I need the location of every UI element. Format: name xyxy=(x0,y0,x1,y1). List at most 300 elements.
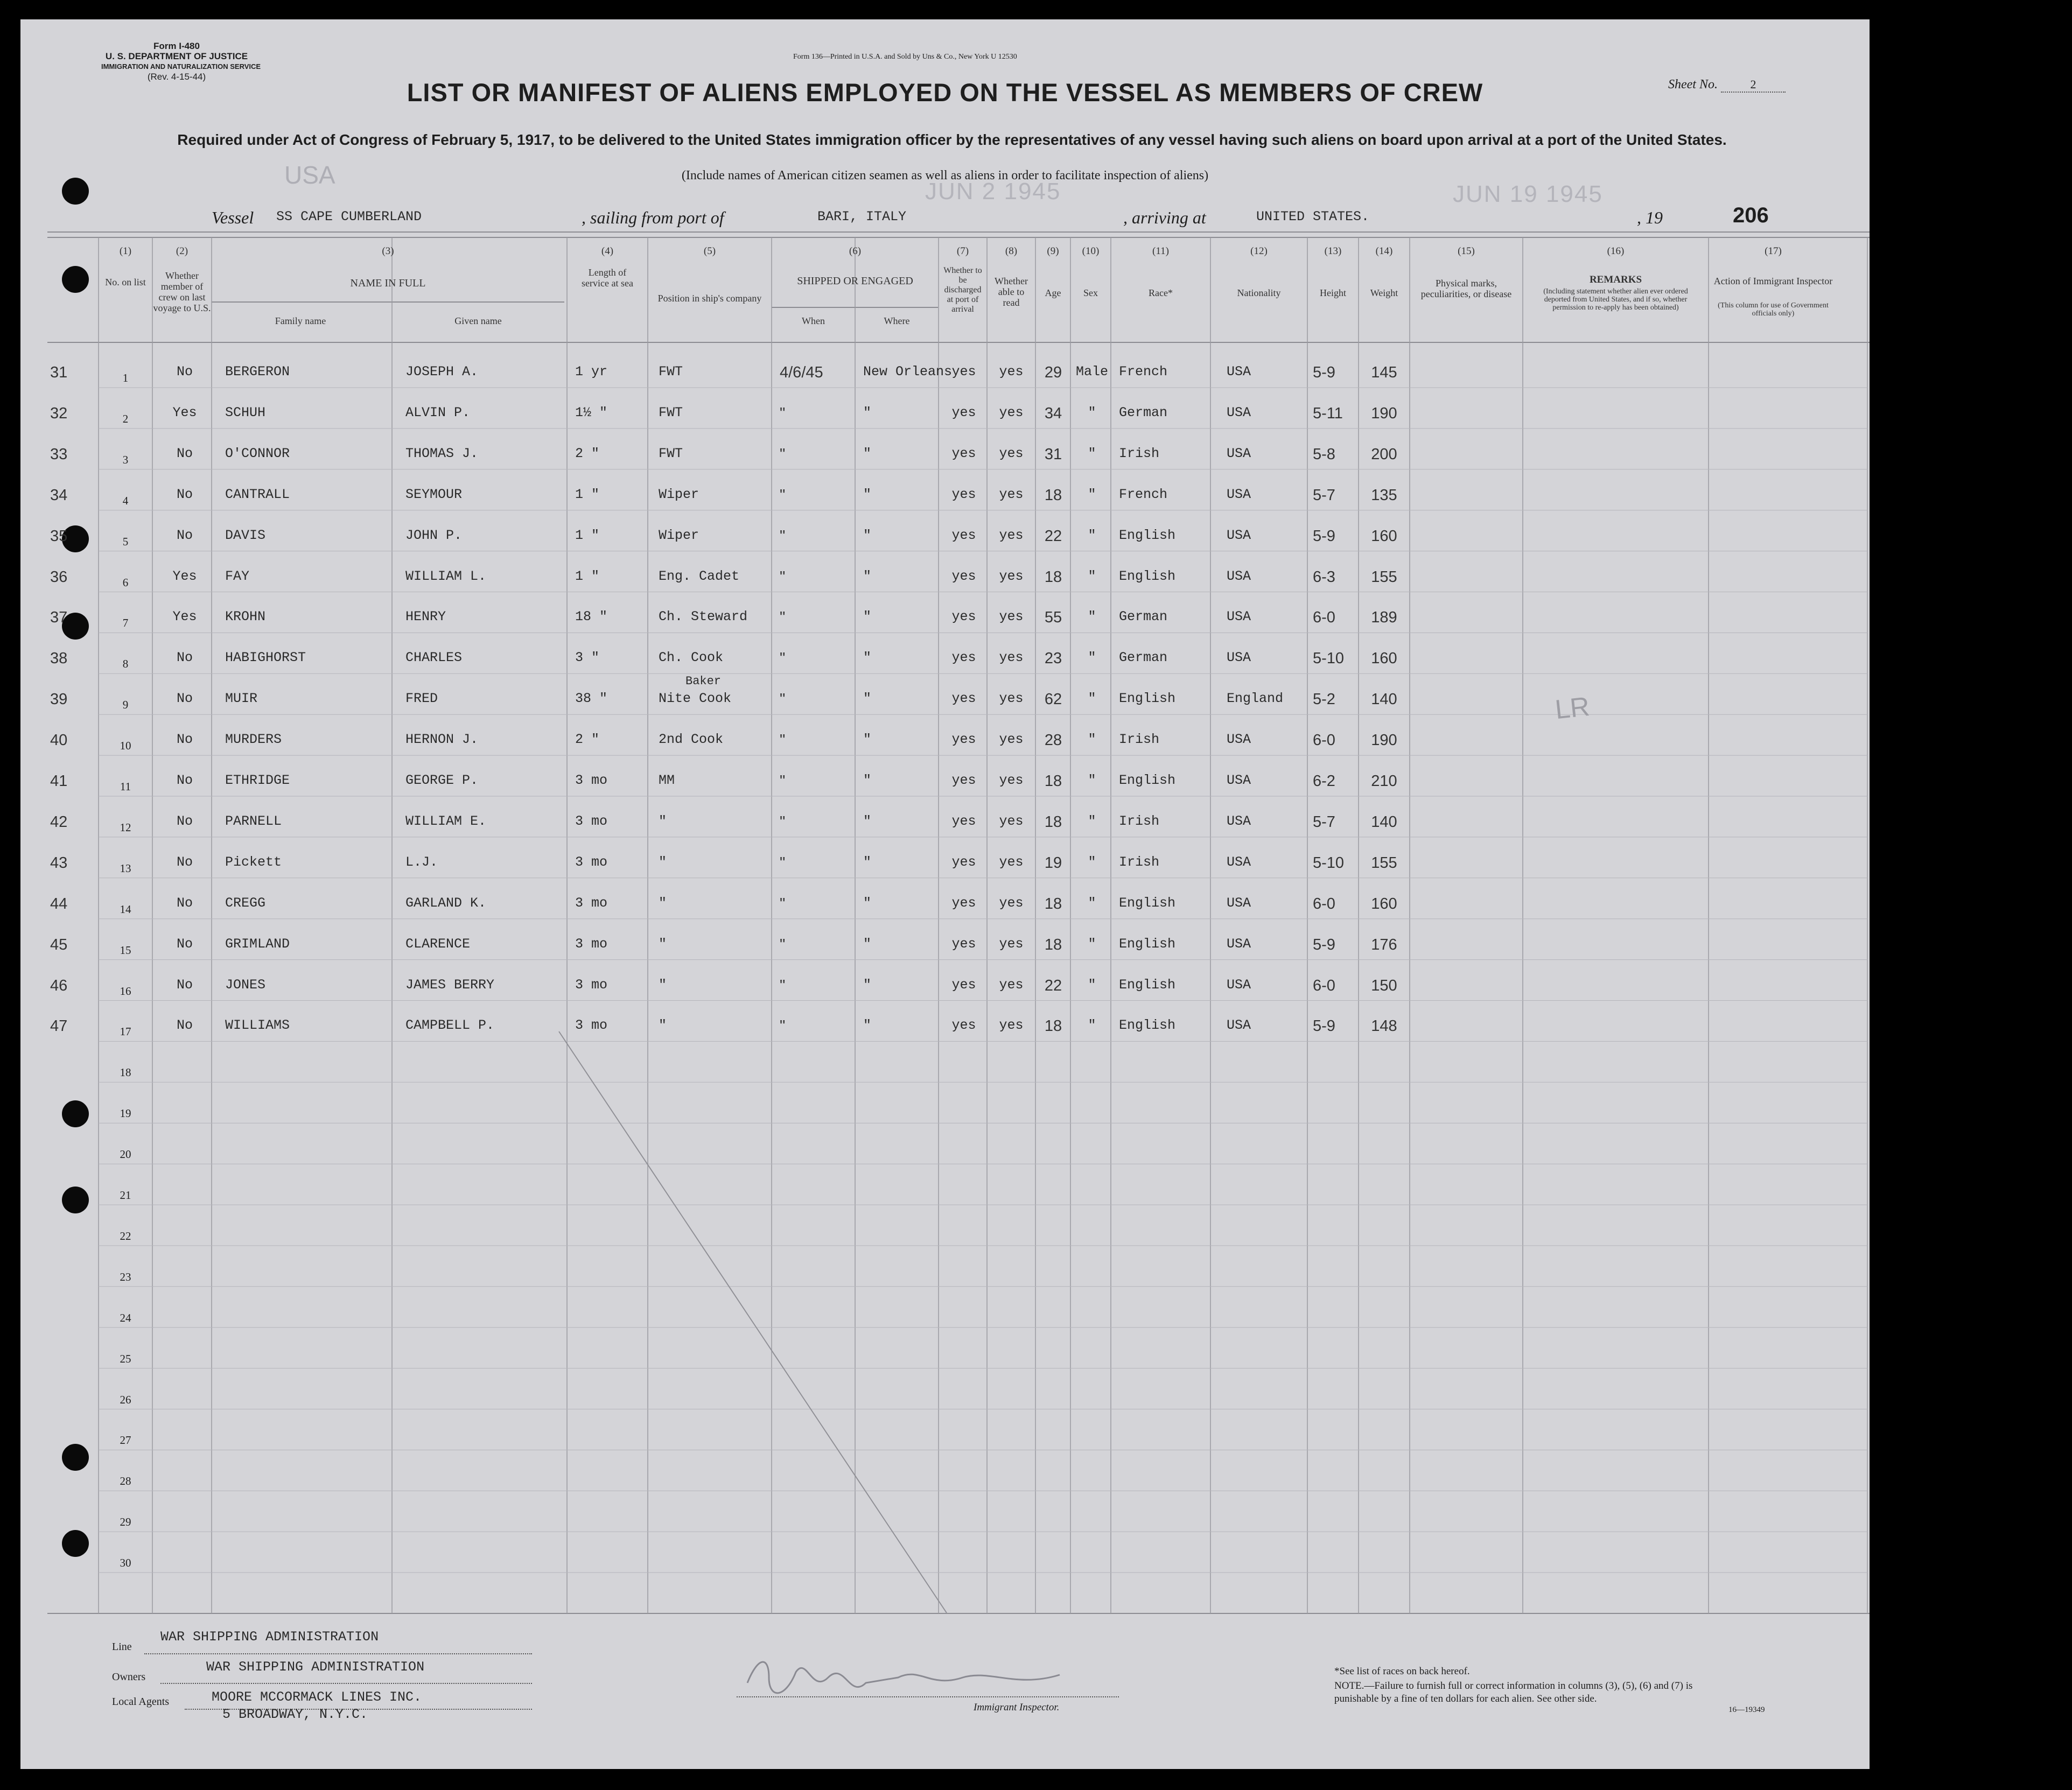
cell-age: 62 xyxy=(1044,691,1062,708)
cell-when: 4/6/45 xyxy=(780,364,823,381)
row-number: 26 xyxy=(120,1393,131,1406)
row-number: 9 xyxy=(122,698,129,712)
cell-nat: USA xyxy=(1227,854,1251,870)
cell-weight: 189 xyxy=(1371,609,1397,627)
cell-height: 5-9 xyxy=(1313,936,1335,953)
cell-position: FWT xyxy=(659,364,683,380)
cell-sex: " xyxy=(1088,732,1096,748)
cell-height: 5-8 xyxy=(1313,445,1335,463)
cell-age: 22 xyxy=(1044,977,1062,994)
row-number: 16 xyxy=(120,984,131,998)
cell-position: " xyxy=(659,895,667,911)
row-number: 29 xyxy=(120,1515,131,1529)
cell-discharge: yes xyxy=(951,1017,976,1034)
cell-nat: USA xyxy=(1227,650,1251,666)
cell-service: 3 mo xyxy=(575,1017,608,1034)
col16-number: (16) xyxy=(1607,245,1625,257)
col16-header: REMARKS xyxy=(1589,274,1642,285)
cell-weight: 135 xyxy=(1371,486,1397,504)
family-name-header: Family name xyxy=(275,315,326,326)
cell-height: 5-2 xyxy=(1313,691,1335,708)
cell-when: " xyxy=(780,527,786,545)
printer-line: Form 136—Printed in U.S.A. and Sold by Uns & Co., New York U 12530 xyxy=(793,53,1017,61)
col10-number: (10) xyxy=(1082,245,1100,257)
cell-height: 5-9 xyxy=(1313,1017,1335,1035)
cell-age: 19 xyxy=(1044,854,1062,872)
cell-read: yes xyxy=(999,732,1024,748)
cell-given: JAMES BERRY xyxy=(405,977,495,993)
col14-header: Weight xyxy=(1370,287,1398,298)
cell-discharge: yes xyxy=(951,691,976,707)
cell-read: yes xyxy=(999,404,1024,420)
cell-sex: " xyxy=(1088,977,1096,993)
cell-position: FWT xyxy=(659,404,683,420)
cell-given: WILLIAM E. xyxy=(405,813,487,829)
cell-position: Ch. Steward xyxy=(659,609,748,625)
cell-service: 3 mo xyxy=(575,895,608,911)
cell-read: yes xyxy=(999,773,1024,788)
cell-family: JONES xyxy=(225,977,266,993)
cell-crew: Yes xyxy=(172,404,197,420)
cell-discharge: yes xyxy=(951,404,976,420)
cell-family: O'CONNOR xyxy=(225,445,290,461)
instruction-note: (Include names of American citizen seamen as well as aliens in order to facilitate inspection of aliens) xyxy=(681,169,1209,182)
sailing-label: , sailing from port of xyxy=(582,208,724,227)
date-stamp: JUN 2 1945 xyxy=(925,178,1061,205)
cell-height: 5-7 xyxy=(1313,486,1335,504)
cell-crew: Yes xyxy=(172,609,197,625)
cell-when: " xyxy=(780,691,786,708)
cell-nat: USA xyxy=(1227,609,1251,625)
row-number: 8 xyxy=(122,657,129,671)
cell-weight: 155 xyxy=(1371,568,1397,586)
cell-sex: " xyxy=(1088,854,1096,870)
row-number: 19 xyxy=(120,1107,131,1120)
cell-service: 1½ " xyxy=(575,404,608,420)
col6-header: SHIPPED OR ENGAGED xyxy=(797,275,913,287)
cell-sex: " xyxy=(1088,936,1096,952)
cell-when: " xyxy=(780,773,786,790)
row-number: 27 xyxy=(120,1434,131,1447)
cell-crew: Yes xyxy=(172,568,197,584)
cell-age: 31 xyxy=(1044,445,1062,463)
cell-when: " xyxy=(780,977,786,994)
cell-family: CANTRALL xyxy=(225,486,290,502)
row-number: 17 xyxy=(120,1025,131,1038)
cell-position: " xyxy=(659,1017,667,1034)
cell-sex: Male xyxy=(1075,364,1108,380)
col3-header: NAME IN FULL xyxy=(350,277,426,289)
cell-race: Irish xyxy=(1119,732,1160,748)
cell-family: FAY xyxy=(225,568,250,584)
cell-age: 55 xyxy=(1044,609,1062,627)
cell-given: HENRY xyxy=(405,609,446,625)
cell-position: " xyxy=(659,936,667,952)
owners-value: WAR SHIPPING ADMINISTRATION xyxy=(206,1659,425,1675)
cell-nat: USA xyxy=(1227,1017,1251,1034)
col7-header: Whether to be discharged at port of arrival xyxy=(943,266,982,314)
col10-header: Sex xyxy=(1083,287,1098,298)
agents-line2: 5 BROADWAY, N.Y.C. xyxy=(222,1707,368,1722)
cell-race: English xyxy=(1119,936,1176,952)
cell-crew: No xyxy=(176,773,193,788)
cell-height: 6-0 xyxy=(1313,732,1335,749)
cell-crew: No xyxy=(176,650,193,666)
cell-sex: " xyxy=(1088,568,1096,584)
sheet-line-number: 31 xyxy=(50,364,68,381)
sheet-line-number: 42 xyxy=(50,813,68,831)
inspector-label: Immigrant Inspector. xyxy=(974,1702,1060,1713)
cell-where: " xyxy=(863,445,872,461)
cell-crew: No xyxy=(176,895,193,911)
cell-crew: No xyxy=(176,486,193,502)
cell-age: 18 xyxy=(1044,1017,1062,1035)
cell-read: yes xyxy=(999,895,1024,911)
cell-where: " xyxy=(863,977,872,993)
cell-position: " xyxy=(659,977,667,993)
sheet-label: Sheet No. 2 xyxy=(1668,78,1786,93)
form-code: 16—19349 xyxy=(1728,1705,1765,1714)
col2-number: (2) xyxy=(176,245,188,257)
cell-when: " xyxy=(780,895,786,912)
row-number: 22 xyxy=(120,1229,131,1243)
cell-read: yes xyxy=(999,1017,1024,1034)
cell-discharge: yes xyxy=(951,568,976,584)
cell-when: " xyxy=(780,936,786,953)
row-number: 11 xyxy=(120,780,131,793)
cell-where: " xyxy=(863,486,872,502)
cell-height: 5-10 xyxy=(1313,650,1345,668)
cell-discharge: yes xyxy=(951,936,976,952)
cell-read: yes xyxy=(999,650,1024,666)
sheet-line-number: 37 xyxy=(50,609,68,627)
cell-nat: USA xyxy=(1227,364,1251,380)
row-number: 24 xyxy=(120,1311,131,1324)
cell-sex: " xyxy=(1088,609,1096,625)
page-title: LIST OR MANIFEST OF ALIENS EMPLOYED ON THE VESSEL AS MEMBERS OF CREW xyxy=(407,78,1483,107)
cell-where: " xyxy=(863,404,872,420)
col17-subheader: (This column for use of Government officials only) xyxy=(1718,301,1829,318)
cell-given: L.J. xyxy=(405,854,438,870)
cell-weight: 155 xyxy=(1371,854,1397,872)
cell-crew: No xyxy=(176,527,193,543)
cell-position: " xyxy=(659,854,667,870)
cell-when: " xyxy=(780,650,786,668)
cell-weight: 160 xyxy=(1371,527,1397,545)
cell-when: " xyxy=(780,732,786,749)
cell-read: yes xyxy=(999,691,1024,707)
cell-family: MUIR xyxy=(225,691,258,707)
cell-position: Nite Cook xyxy=(659,691,732,707)
arrival-date-stamp: JUN 19 1945 xyxy=(1453,181,1603,207)
cell-height: 6-0 xyxy=(1313,609,1335,627)
cell-crew: No xyxy=(176,691,193,707)
manifest-sheet xyxy=(20,19,1870,1769)
penalty-note: NOTE.—Failure to furnish full or correct information in columns (3), (5), (6) and (7) is punishable by a fine of ten dollars for each alien. See other side. xyxy=(1334,1680,1693,1704)
cell-crew: No xyxy=(176,977,193,993)
remarks-handwritten: LR xyxy=(1553,691,1591,725)
cell-sex: " xyxy=(1088,404,1096,420)
cell-discharge: yes xyxy=(951,813,976,829)
col13-header: Height xyxy=(1320,287,1346,298)
cell-when: " xyxy=(780,813,786,831)
cell-where: " xyxy=(863,936,872,952)
col11-header: Race* xyxy=(1149,287,1173,298)
cell-discharge: yes xyxy=(951,527,976,543)
cell-discharge: yes xyxy=(951,650,976,666)
cell-service: 3 mo xyxy=(575,977,608,993)
cell-when: " xyxy=(780,854,786,872)
agents-line1: MOORE MCCORMACK LINES INC. xyxy=(212,1689,422,1705)
cell-weight: 140 xyxy=(1371,813,1397,831)
cell-discharge: yes xyxy=(951,364,976,380)
cell-weight: 148 xyxy=(1371,1017,1397,1035)
cell-where: " xyxy=(863,527,872,543)
col5-header: Position in ship's company xyxy=(657,293,762,304)
arriving-label: , arriving at xyxy=(1123,208,1206,227)
given-name-header: Given name xyxy=(454,315,502,326)
cell-read: yes xyxy=(999,527,1024,543)
cell-family: HABIGHORST xyxy=(225,650,306,666)
cell-read: yes xyxy=(999,568,1024,584)
manifest-number: 206 xyxy=(1733,203,1769,227)
cell-weight: 150 xyxy=(1371,977,1397,994)
row-number: 6 xyxy=(122,575,129,589)
cell-nat: USA xyxy=(1227,486,1251,502)
cell-race: English xyxy=(1119,1017,1176,1034)
cell-read: yes xyxy=(999,486,1024,502)
cell-position: Wiper xyxy=(659,527,699,543)
col1-header: No. on list xyxy=(105,277,146,287)
cell-height: 6-0 xyxy=(1313,895,1335,912)
cell-height: 5-9 xyxy=(1313,527,1335,545)
cell-family: PARNELL xyxy=(225,813,282,829)
row-number: 5 xyxy=(122,535,129,548)
cell-family: WILLIAMS xyxy=(225,1017,290,1034)
cell-race: English xyxy=(1119,527,1176,543)
col9-header: Age xyxy=(1045,287,1061,298)
cell-weight: 200 xyxy=(1371,445,1397,463)
cell-sex: " xyxy=(1088,486,1096,502)
sailing-port: BARI, ITALY xyxy=(817,209,907,224)
cell-sex: " xyxy=(1088,691,1096,707)
sheet-line-number: 40 xyxy=(50,732,68,749)
cell-when: " xyxy=(780,568,786,586)
row-number: 28 xyxy=(120,1475,131,1488)
cell-discharge: yes xyxy=(951,977,976,993)
cell-race: English xyxy=(1119,691,1176,707)
cell-read: yes xyxy=(999,936,1024,952)
cell-height: 5-7 xyxy=(1313,813,1335,831)
cell-read: yes xyxy=(999,977,1024,993)
cell-height: 6-0 xyxy=(1313,977,1335,994)
cell-height: 6-3 xyxy=(1313,568,1335,586)
col14-number: (14) xyxy=(1375,245,1393,257)
cell-family: SCHUH xyxy=(225,404,266,420)
cell-sex: " xyxy=(1088,1017,1096,1034)
cell-given: HERNON J. xyxy=(405,732,479,748)
cell-discharge: yes xyxy=(951,445,976,461)
form-number: Form I-480 xyxy=(153,41,200,51)
cell-race: English xyxy=(1119,977,1176,993)
cell-service: 3 mo xyxy=(575,813,608,829)
cell-race: French xyxy=(1119,364,1168,380)
cell-height: 5-11 xyxy=(1313,404,1343,422)
arrival-port: UNITED STATES. xyxy=(1256,209,1370,224)
col17-header: Action of Immigrant Inspector xyxy=(1713,276,1833,286)
cell-nat: USA xyxy=(1227,404,1251,420)
sheet-line-number: 46 xyxy=(50,977,68,994)
year-label: , 19 xyxy=(1637,208,1663,227)
cell-crew: No xyxy=(176,936,193,952)
col8-number: (8) xyxy=(1005,245,1018,257)
row-number: 30 xyxy=(120,1556,131,1570)
row-number: 13 xyxy=(120,861,131,875)
col2-header: Whether member of crew on last voyage to U.S. xyxy=(153,270,211,313)
cell-given: THOMAS J. xyxy=(405,445,479,461)
cell-read: yes xyxy=(999,813,1024,829)
cell-service: 1 " xyxy=(575,486,600,502)
cell-race: Irish xyxy=(1119,854,1160,870)
cell-family: Pickett xyxy=(225,854,282,870)
shipped-where-header: Where xyxy=(884,315,910,326)
cell-sex: " xyxy=(1088,650,1096,666)
cell-family: CREGG xyxy=(225,895,266,911)
row-number: 7 xyxy=(122,616,129,630)
sheet-line-number: 38 xyxy=(50,650,68,668)
cell-family: GRIMLAND xyxy=(225,936,290,952)
row-number: 10 xyxy=(120,739,131,753)
cell-race: Irish xyxy=(1119,813,1160,829)
vessel-label: Vessel xyxy=(212,208,254,227)
cell-weight: 160 xyxy=(1371,895,1397,912)
cell-crew: No xyxy=(176,854,193,870)
sheet-line-number: 35 xyxy=(50,527,68,545)
cell-nat: USA xyxy=(1227,977,1251,993)
row-number: 20 xyxy=(120,1148,131,1161)
cell-service: 2 " xyxy=(575,732,600,748)
cross-out-line xyxy=(20,19,1870,1769)
cell-position: Wiper xyxy=(659,486,699,502)
sheet-line-number: 45 xyxy=(50,936,68,953)
cell-race: English xyxy=(1119,773,1176,788)
line-value: WAR SHIPPING ADMINISTRATION xyxy=(160,1629,379,1645)
cell-service: 3 mo xyxy=(575,854,608,870)
cell-when: " xyxy=(780,609,786,627)
cell-race: German xyxy=(1119,404,1168,420)
col15-number: (15) xyxy=(1458,245,1475,257)
cell-discharge: yes xyxy=(951,486,976,502)
cell-nat: USA xyxy=(1227,773,1251,788)
cell-family: ETHRIDGE xyxy=(225,773,290,788)
row-number: 2 xyxy=(122,412,129,425)
col9-number: (9) xyxy=(1047,245,1059,257)
cell-position-above: Baker xyxy=(685,675,722,689)
cell-weight: 140 xyxy=(1371,691,1397,708)
cell-crew: No xyxy=(176,732,193,748)
cell-read: yes xyxy=(999,445,1024,461)
row-number: 15 xyxy=(120,943,131,957)
inspector-line xyxy=(737,1686,1119,1697)
col7-number: (7) xyxy=(956,245,969,257)
cell-race: French xyxy=(1119,486,1168,502)
cell-when: " xyxy=(780,404,786,422)
cell-read: yes xyxy=(999,854,1024,870)
cell-age: 28 xyxy=(1044,732,1062,749)
cell-service: 2 " xyxy=(575,445,600,461)
cell-age: 18 xyxy=(1044,813,1062,831)
cell-race: German xyxy=(1119,609,1168,625)
sheet-number: 2 xyxy=(1721,78,1786,93)
col12-header: Nationality xyxy=(1237,287,1281,298)
col8-header: Whether able to read xyxy=(995,276,1028,308)
col15-header: Physical marks, peculiarities, or disease xyxy=(1420,278,1512,299)
cell-position: " xyxy=(659,813,667,829)
cell-given: CLARENCE xyxy=(405,936,471,952)
subtitle: Required under Act of Congress of February 5, 1917, to be delivered to the United States immigration officer by the representatives of any vessel having such aliens on board upon arrival at a port of the United States. xyxy=(177,131,1727,148)
sheet-line-number: 33 xyxy=(50,445,68,463)
cell-age: 18 xyxy=(1044,773,1062,790)
col13-number: (13) xyxy=(1324,245,1342,257)
cell-service: 1 " xyxy=(575,527,600,543)
cell-given: CAMPBELL P. xyxy=(405,1017,495,1034)
shipped-when-header: When xyxy=(802,315,825,326)
cell-race: Irish xyxy=(1119,445,1160,461)
cell-given: FRED xyxy=(405,691,438,707)
agents-label: Local Agents xyxy=(112,1696,170,1708)
cell-sex: " xyxy=(1088,895,1096,911)
cell-position: 2nd Cook xyxy=(659,732,724,748)
cell-crew: No xyxy=(176,445,193,461)
cell-given: JOSEPH A. xyxy=(405,364,479,380)
cell-where: New Orleans xyxy=(863,364,953,380)
row-number: 4 xyxy=(122,494,129,507)
cell-age: 29 xyxy=(1044,364,1062,381)
cell-family: DAVIS xyxy=(225,527,266,543)
cell-where: " xyxy=(863,732,872,748)
cell-age: 18 xyxy=(1044,936,1062,953)
cell-weight: 176 xyxy=(1371,936,1397,953)
cell-given: CHARLES xyxy=(405,650,463,666)
cell-race: English xyxy=(1119,895,1176,911)
cell-position: Eng. Cadet xyxy=(659,568,740,584)
row-number: 14 xyxy=(120,902,131,916)
row-number: 23 xyxy=(120,1270,131,1283)
cell-read: yes xyxy=(999,364,1024,380)
cell-where: " xyxy=(863,1017,872,1034)
cell-weight: 210 xyxy=(1371,773,1397,790)
cell-nat: USA xyxy=(1227,895,1251,911)
cell-family: MURDERS xyxy=(225,732,282,748)
cell-weight: 145 xyxy=(1371,364,1397,381)
cell-crew: No xyxy=(176,364,193,380)
cell-sex: " xyxy=(1088,813,1096,829)
races-note: *See list of races on back hereof. xyxy=(1334,1666,1470,1677)
cell-crew: No xyxy=(176,1017,193,1034)
vessel-name: SS CAPE CUMBERLAND xyxy=(276,209,422,224)
cell-where: " xyxy=(863,813,872,829)
cell-where: " xyxy=(863,895,872,911)
cell-service: 3 mo xyxy=(575,936,608,952)
cell-nat: USA xyxy=(1227,568,1251,584)
form-department: U. S. DEPARTMENT OF JUSTICE xyxy=(105,51,248,61)
cell-service: 38 " xyxy=(575,691,608,707)
cell-age: 23 xyxy=(1044,650,1062,668)
row-number: 1 xyxy=(122,371,129,384)
cell-where: " xyxy=(863,568,872,584)
row-number: 21 xyxy=(120,1189,131,1202)
cell-when: " xyxy=(780,445,786,463)
